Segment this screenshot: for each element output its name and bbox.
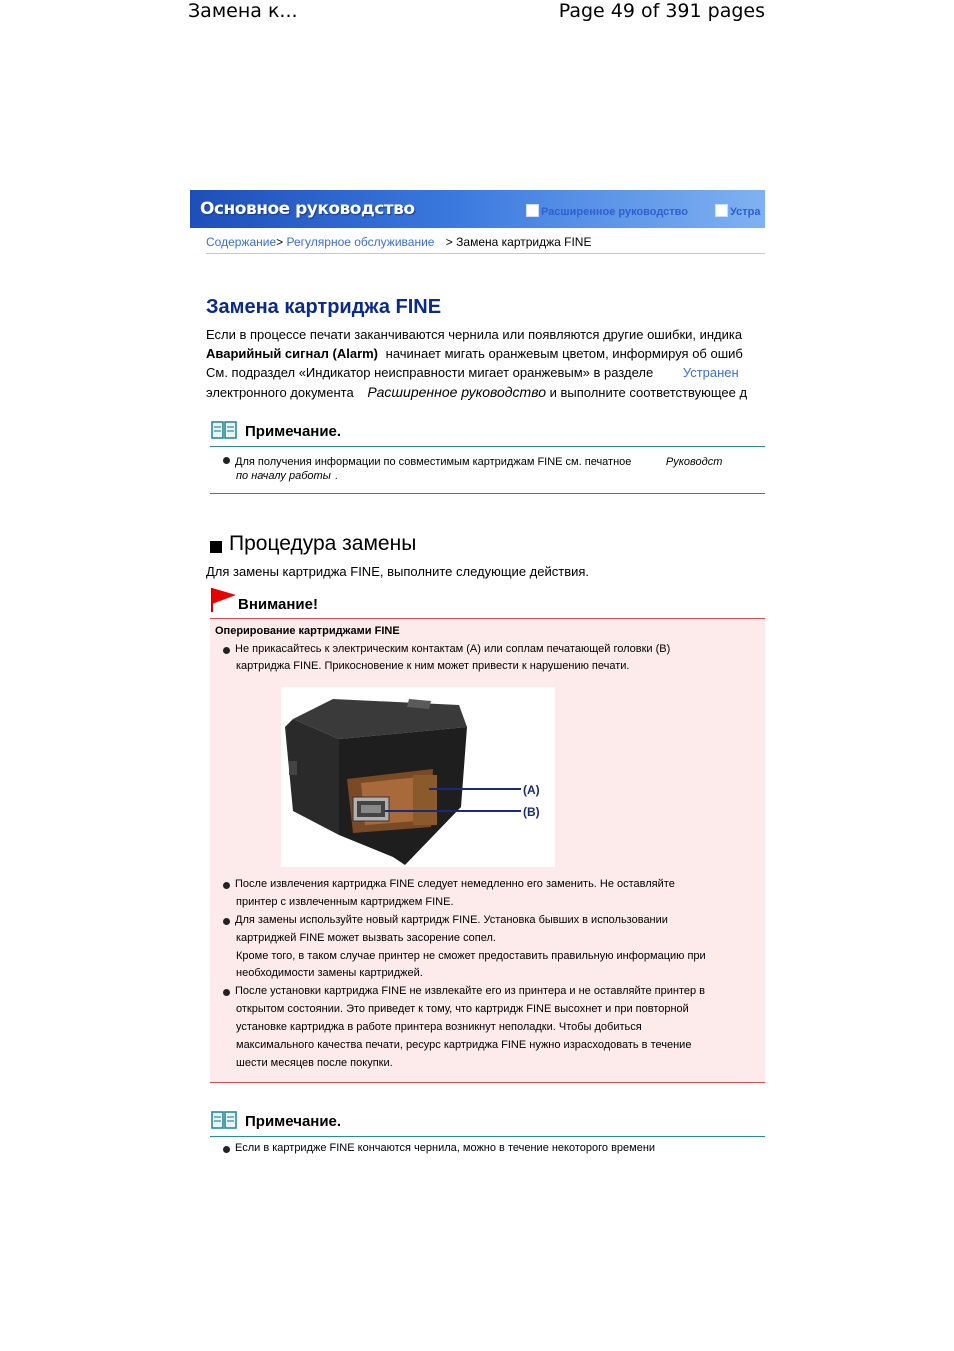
bullet-icon <box>223 457 230 464</box>
caution-text: шести месяцев после покупки. <box>236 1057 393 1069</box>
checkbox-icon <box>715 204 728 217</box>
advanced-guide-link[interactable]: Расширенное руководство <box>526 204 688 218</box>
breadcrumb-maintenance[interactable]: Регулярное обслуживание <box>286 235 435 249</box>
caution-text: картриджа FINE. Прикосновение к ним может привести к нарушению печати. <box>236 660 630 672</box>
note-heading: Примечание. <box>245 423 342 440</box>
caution-text: После извлечения картриджа FINE следует немедленно его заменить. Не оставляйте <box>235 878 675 890</box>
breadcrumb-contents[interactable]: Содержание <box>206 235 277 249</box>
cartridge-photo <box>281 687 555 867</box>
intro-text: начинает мигать оранжевым цветом, информируя об ошиб <box>385 346 743 361</box>
troubleshooting-link[interactable]: Устра <box>715 204 761 218</box>
banner-title: Основное руководство <box>200 199 415 219</box>
caution-text: Кроме того, в таком случае принтер не сможет предоставить правильную информацию при <box>236 950 706 962</box>
intro-text: и выполните соответствующее д <box>549 385 748 400</box>
intro-text: электронного документа <box>206 385 354 400</box>
divider <box>206 253 765 254</box>
caution-subheading: Оперирование картриджами FINE <box>215 625 400 637</box>
label-a: (A) <box>523 783 540 797</box>
label-b: (B) <box>523 805 540 819</box>
fine-cartridge-illustration <box>281 687 555 867</box>
caution-text: принтер с извлеченным картриджем FINE. <box>236 896 454 908</box>
bullet-icon <box>223 918 230 925</box>
bullet-icon <box>223 647 230 654</box>
intro-line <box>206 384 765 400</box>
caution-text: необходимости замены картриджей. <box>236 967 423 979</box>
caution-text: максимального качества печати, ресурс картриджа FINE нужно израсходовать в течение <box>236 1039 692 1051</box>
breadcrumb-current: Замена картриджа FINE <box>456 235 592 249</box>
advanced-guide-ref: Расширенное руководство <box>367 384 546 400</box>
document-title: Замена к... <box>188 0 298 22</box>
breadcrumb <box>206 235 591 249</box>
intro-line: Если в процессе печати заканчиваются чернила или появляются другие ошибки, индика <box>206 327 743 342</box>
intro-text: См. подраздел «Индикатор неисправности мигает оранжевым» в разделе <box>206 365 654 380</box>
book-icon <box>211 420 237 440</box>
caution-text: После установки картриджа FINE не извлекайте его из принтера и не оставляйте принтер в <box>235 985 706 997</box>
caution-text: установке картриджа в работе принтера возникнут неполадки. Чтобы добиться <box>236 1021 642 1033</box>
checkbox-icon <box>526 204 539 217</box>
alarm-label: Аварийный сигнал (Alarm) <box>206 346 379 361</box>
note-divider <box>210 446 765 447</box>
section-title: Процедура замены <box>229 532 417 555</box>
book-icon <box>211 1110 237 1130</box>
page-title: Замена картриджа FINE <box>206 296 442 318</box>
caution-text: картриджей FINE может вызвать засорение сопел. <box>236 932 496 944</box>
bullet-icon <box>223 989 230 996</box>
section-marker-icon <box>210 541 222 553</box>
procedure-intro: Для замены картриджа FINE, выполните следующие действия. <box>206 564 590 579</box>
breadcrumb-separator: > <box>445 235 453 249</box>
bullet-icon <box>223 1146 230 1153</box>
manual-banner <box>190 190 765 228</box>
caution-text: Для замены используйте новый картридж FINE. Установка бывших в использовании <box>235 914 668 926</box>
note-text: по началу работы . <box>236 470 338 482</box>
note-text: Если в картридже FINE кончаются чернила, можно в течение некоторого времени <box>235 1142 656 1154</box>
note-text: Для получения информации по совместимым картриджам FINE см. печатное Руководст <box>235 456 723 468</box>
caution-heading: Внимание! <box>238 596 318 613</box>
breadcrumb-separator: > <box>276 235 284 249</box>
page-indicator: Page 49 of 391 pages <box>558 0 765 22</box>
intro-line <box>206 365 765 380</box>
note-divider <box>210 1136 765 1137</box>
warning-flag-icon <box>212 588 236 606</box>
caution-text: открытом состоянии. Это приведет к тому, что картридж FINE высохнет и при повторной <box>236 1003 689 1015</box>
troubleshooting-text-link[interactable]: Устранен <box>682 365 739 380</box>
bullet-icon <box>223 882 230 889</box>
caution-text: Не прикасайтесь к электрическим контактам (A) или соплам печатающей головки (B) <box>235 643 671 655</box>
note-divider <box>210 493 765 494</box>
intro-line <box>206 346 765 361</box>
note-heading: Примечание. <box>245 1113 342 1130</box>
